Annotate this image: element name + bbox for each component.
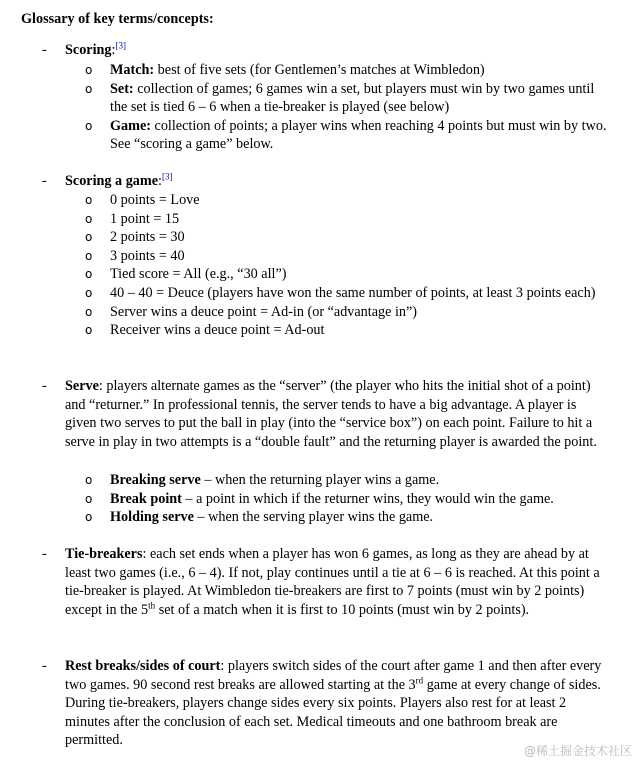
dash-bullet: - (42, 378, 47, 394)
rest-text-b: game at every change of sides. During tie-breakers, players change sides every six points. Players also rest for at least 2 minutes after the conclusion of each set. Medical timeouts and one bathroom break are permitted. (65, 676, 601, 749)
item-term: Match: (110, 62, 155, 78)
item-text: – when the returning player wins a game. (200, 472, 440, 488)
section-paragraph (65, 545, 610, 619)
circle-bullet-icon: o (85, 81, 93, 96)
section-heading: Scoring a game:[3] (65, 171, 173, 189)
page-title: Glossary of key terms/concepts: (21, 11, 214, 27)
list-item (0, 303, 640, 322)
item-text: best of five sets (for Gentlemen’s matches at Wimbledon) (154, 62, 485, 78)
list-item (0, 61, 640, 80)
dash-bullet: - (42, 546, 47, 562)
circle-bullet-icon: o (85, 118, 93, 133)
list-item (0, 471, 640, 490)
section-heading: Scoring:[3] (65, 40, 126, 58)
item-text: Tied score = All (e.g., “30 all”) (110, 266, 287, 283)
dash-bullet: - (42, 658, 47, 674)
list-item (0, 265, 640, 284)
term-scoring: Scoring (65, 42, 112, 58)
circle-bullet-icon: o (85, 267, 93, 282)
item-text: 3 points = 40 (110, 247, 185, 264)
item-text: 2 points = 30 (110, 229, 185, 246)
list-item (0, 80, 640, 117)
item-text: – when the serving player wins the game. (193, 509, 434, 526)
circle-bullet-icon: o (85, 473, 93, 487)
item-text: 1 point = 15 (110, 210, 180, 227)
term-scoring-a-game: Scoring a game (65, 173, 158, 189)
circle-bullet-icon: o (85, 285, 93, 300)
item-term: Holding serve (110, 509, 194, 526)
item-text: Receiver wins a deuce point = Ad-out (110, 322, 325, 339)
serve-text: : players alternate games as the “server” (the player who hits the initial shot of a point) and “returner.” In professional tennis, the server tends to have a big advantage. A player is given two serves to put the ball in play (into the “service box”) on each point. Failure to hit a serve in play in two attempts is a “double fault” and the returning player is awarded the point. (65, 378, 597, 450)
item-text: 40 – 40 = Deuce (players have won the same number of points, at least 3 points each) (110, 284, 596, 301)
item-text: – a point in which if the returner wins, they would win the game. (181, 490, 554, 507)
item-text: Server wins a deuce point = Ad-in (or “advantage in”) (110, 303, 418, 320)
tiebreakers-text-a: : each set ends when a player has won 6 games, as long as they are ahead by at least two games (i.e., 6 – 4). If not, play continues until a tie at 6 – 6 is reached. At this point a tie-breaker is played. At Wimbledon tie-breakers are first to 7 points (must win by 2 points) except in the 5 (65, 546, 600, 618)
circle-bullet-icon: o (85, 230, 93, 245)
scoring-game-list (0, 191, 640, 340)
section-paragraph (65, 377, 610, 451)
term-rest-breaks: Rest breaks/sides of court (65, 658, 221, 674)
circle-bullet-icon: o (85, 304, 93, 319)
tiebreakers-text-b: set of a match when it is first to 10 points (must win by 2 points). (155, 601, 530, 618)
circle-bullet-icon: o (85, 193, 93, 207)
circle-bullet-icon: o (85, 510, 93, 525)
item-text: collection of points; a player wins when reaching 4 points but must win by two. See “scoring a game” below. (110, 117, 607, 153)
item-term: Set: (110, 80, 134, 97)
item-term: Breaking serve (110, 472, 201, 488)
list-item (0, 321, 640, 340)
dash-bullet: - (42, 173, 47, 189)
item-term: Break point (110, 490, 182, 507)
circle-bullet-icon: o (85, 248, 93, 263)
item-text: collection of games; 6 games win a set, but players must win by two games until the set is tied 6 – 6 when a tie-breaker is played (see below) (110, 80, 595, 116)
watermark: @稀土掘金技术社区 (523, 744, 632, 759)
item-term: Game: (110, 117, 151, 134)
list-item (0, 490, 640, 509)
term-serve: Serve (65, 378, 99, 394)
list-item (0, 284, 640, 303)
circle-bullet-icon: o (85, 211, 93, 226)
section-paragraph (65, 657, 610, 750)
list-item (0, 191, 640, 210)
list-item (0, 210, 640, 229)
rest-text-a: : players switch sides of the court after game 1 and then after every two games. 90 second rest breaks are allowed starting at the 3 (65, 658, 602, 693)
reference-link[interactable]: [3] (115, 40, 126, 51)
list-item (0, 228, 640, 247)
list-item (0, 508, 640, 527)
serve-list (0, 471, 640, 527)
superscript: rd (415, 674, 424, 685)
superscript: th (148, 600, 156, 611)
list-item (0, 117, 640, 154)
reference-link[interactable]: [3] (161, 171, 173, 182)
list-item (0, 247, 640, 266)
dash-bullet: - (42, 42, 47, 58)
circle-bullet-icon: o (85, 323, 93, 338)
circle-bullet-icon: o (85, 491, 93, 506)
scoring-list (0, 61, 640, 154)
circle-bullet-icon: o (85, 63, 93, 77)
item-text: 0 points = Love (110, 192, 200, 208)
term-tie-breakers: Tie-breakers (65, 546, 143, 562)
